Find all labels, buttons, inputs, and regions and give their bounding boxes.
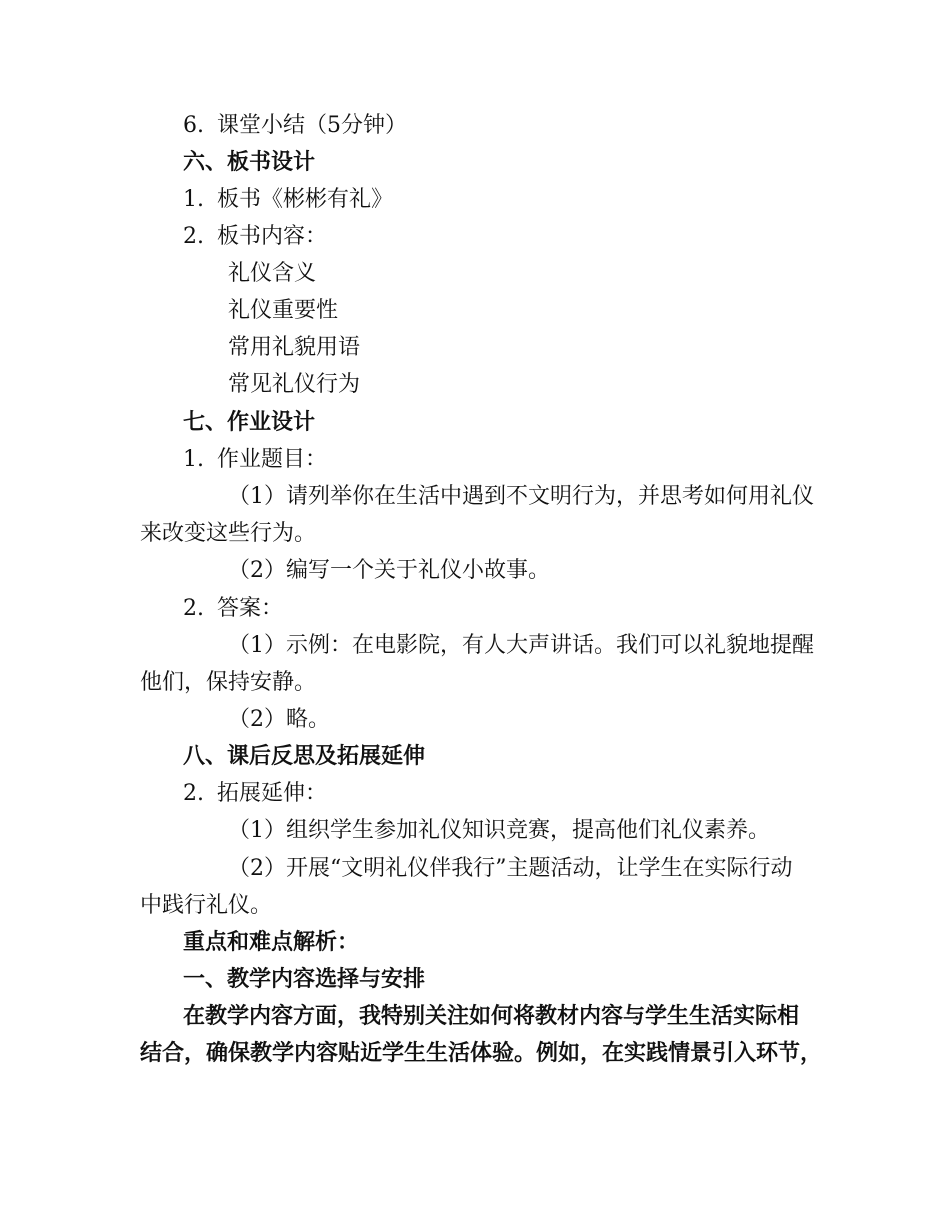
list-text: 作业题目：: [217, 447, 328, 472]
list-number: 2.: [183, 224, 204, 249]
list-text: 板书内容：: [217, 224, 328, 249]
list-number: 1.: [183, 187, 204, 212]
section-heading: 七、作业设计: [183, 409, 316, 435]
paragraph-line: （2）开展“文明礼仪伴我行”主题活动，让学生在实际行动: [228, 856, 793, 881]
list-text: 拓展延伸：: [217, 781, 328, 806]
section-heading: 重点和难点解析：: [183, 929, 360, 955]
list-number: 2.: [183, 596, 204, 621]
list-number: 1.: [183, 447, 204, 472]
list-item: [0, 181, 950, 218]
board-item: 常见礼仪行为: [228, 372, 361, 397]
board-item: 常用礼貌用语: [228, 335, 361, 360]
paragraph-line: 中践行礼仪。: [140, 893, 273, 918]
section-heading: 六、板书设计: [183, 149, 316, 175]
list-text: 板书《彬彬有礼》: [217, 187, 394, 212]
board-item: 礼仪含义: [228, 261, 317, 286]
list-text: 答案：: [217, 596, 284, 621]
list-number: 6.: [183, 113, 204, 138]
paragraph-line: 他们，保持安静。: [140, 670, 317, 695]
paragraph-line: 来改变这些行为。: [140, 521, 317, 546]
list-item: [0, 107, 950, 144]
list-item: [0, 218, 950, 255]
list-text: 课堂小结（5分钟）: [217, 113, 407, 138]
paragraph-line: （1）请列举你在生活中遇到不文明行为，并思考如何用礼仪: [228, 484, 814, 509]
paragraph-line: 结合，确保教学内容贴近学生生活体验。例如，在实践情景引入环节，: [140, 1040, 823, 1066]
paragraph-line: 在教学内容方面，我特别关注如何将教材内容与学生生活实际相: [183, 1003, 800, 1029]
paragraph-line: （1）组织学生参加礼仪知识竞赛，提高他们礼仪素养。: [228, 818, 770, 843]
section-heading: 八、课后反思及拓展延伸: [183, 743, 426, 769]
paragraph-line: （2）编写一个关于礼仪小故事。: [228, 558, 550, 583]
paragraph-line: （2）略。: [228, 707, 330, 732]
paragraph-line: （1）示例：在电影院，有人大声讲话。我们可以礼貌地提醒: [228, 633, 814, 658]
list-item: [0, 775, 950, 812]
list-number: 2.: [183, 781, 204, 806]
section-heading: 一、教学内容选择与安排: [183, 966, 426, 992]
board-item: 礼仪重要性: [228, 298, 339, 323]
list-item: [0, 441, 950, 478]
list-item: [0, 590, 950, 627]
